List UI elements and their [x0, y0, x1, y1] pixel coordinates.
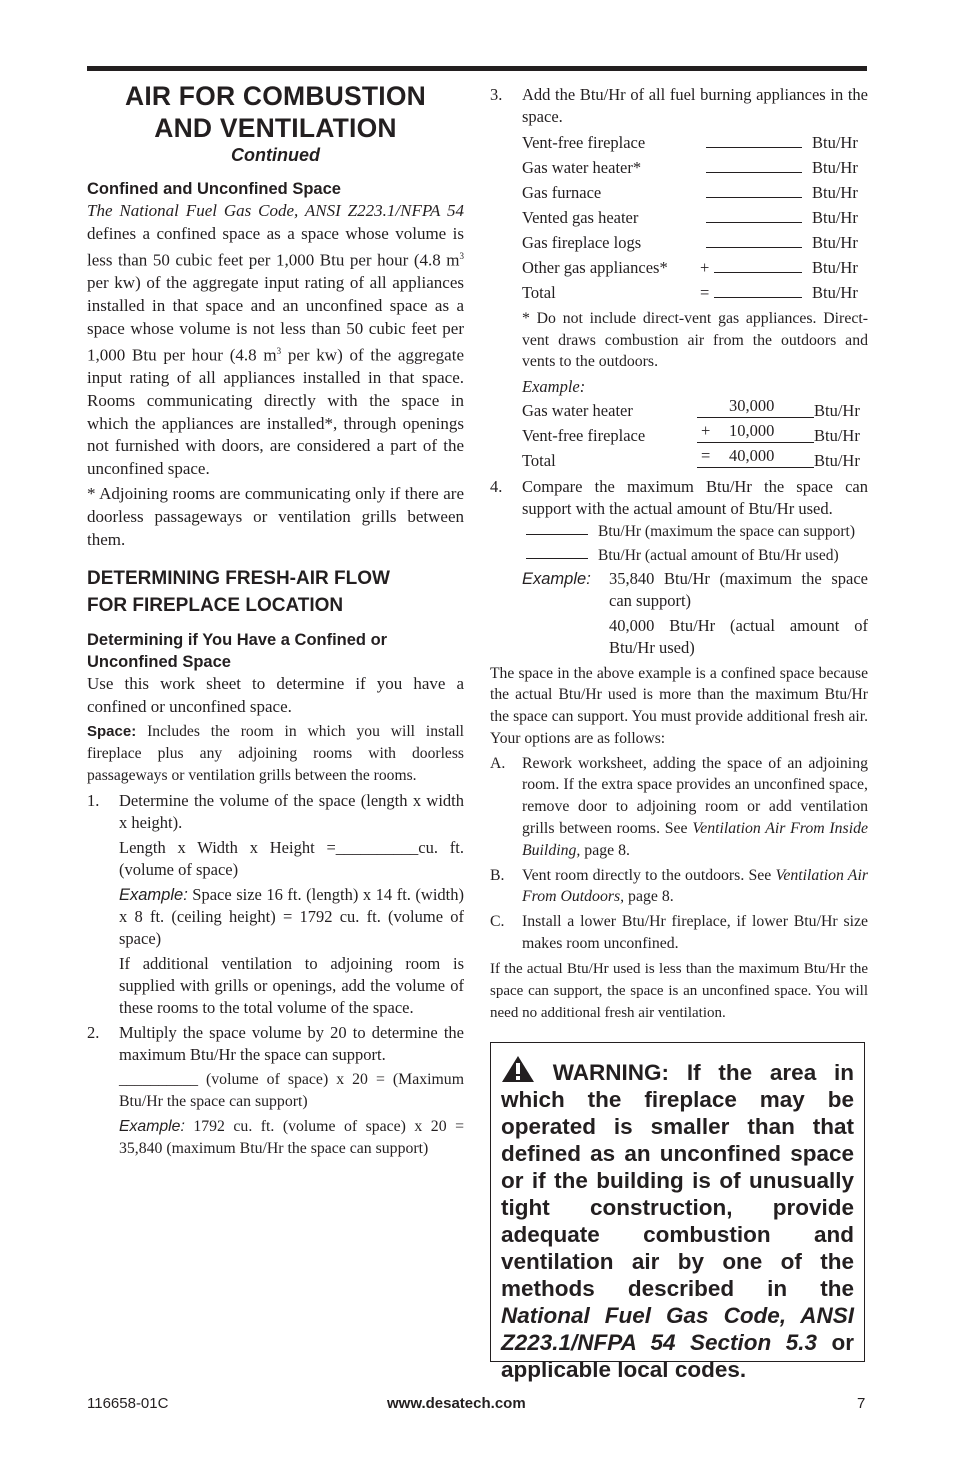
option-reference: Ventilation Air From Inside Building,	[522, 820, 868, 859]
appliance-label: Gas water heater*	[522, 158, 642, 177]
confined-conclusion: The space in the above example is a confined space because the actual Btu/Hr used is more than the maximum Btu/Hr the space can support. You must provide additional fresh air. Your options are as follows:	[490, 664, 868, 747]
operator: =	[700, 283, 710, 302]
unit-label: Btu/Hr	[812, 283, 858, 302]
btu-value: 40,000	[729, 445, 775, 465]
step-1-formula: Length x Width x Height =__________cu. ft. (volume of space)	[119, 837, 464, 879]
warning-code-reference: National Fuel Gas Code, ANSI Z223.1/NFPA 54 Section 5.3	[501, 1303, 854, 1355]
step-3: 3. Add the Btu/Hr of all fuel burning appliances in the space.	[490, 85, 868, 126]
operator: +	[700, 258, 710, 277]
example-value	[697, 395, 814, 418]
website-link[interactable]: www.desatech.com	[387, 1395, 526, 1412]
confined-heading: Confined and Unconfined Space	[87, 180, 341, 198]
top-rule	[87, 66, 867, 71]
option-item	[490, 911, 868, 955]
option-letter: A.	[490, 754, 506, 772]
worksheet-row	[490, 255, 868, 280]
step-2-example: Example: 1792 cu. ft. (volume of space) x 20 = 35,840 (maximum Btu/Hr the space can support)	[119, 1117, 464, 1157]
warning-box	[490, 1042, 865, 1382]
btu-entry-blank	[706, 180, 802, 198]
example-row	[490, 395, 868, 423]
step-2-formula: __________ (volume of space) x 20 = (Maximum Btu/Hr the space can support)	[119, 1070, 464, 1110]
step-4-example: Example: 35,840 Btu/Hr (maximum the space can support) 40,000 Btu/Hr (actual amount of Btu/Hr used)	[522, 568, 868, 657]
appliance-label: Total	[522, 283, 556, 302]
operator: +	[701, 420, 711, 440]
example-value	[697, 420, 814, 443]
appliance-label: Other gas appliances*	[522, 258, 668, 277]
btu-entry-blank	[706, 130, 802, 148]
option-text: Rework worksheet, adding the space of an adjoining room. If the extra space provides an unconfined space, remove door to adjoining room or add ventilation grills between rooms. See Ventilation Air From Inside Building, page 8.	[522, 754, 868, 859]
btu-value: 10,000	[729, 420, 775, 440]
unit-label: Btu/Hr	[814, 425, 860, 445]
step-1-note: If additional ventilation to adjoining room is supplied with grills or openings, add the volume of these rooms to the total volume of the space.	[119, 953, 464, 1017]
confined-check-subheading: Determining if You Have a Confined or Unconfined Space	[87, 631, 388, 672]
operator	[697, 398, 729, 417]
btu-entry-blank	[706, 230, 802, 248]
page-subtitle: Continued	[231, 145, 320, 165]
option-reference: Ventilation Air From Outdoors,	[522, 866, 868, 906]
appliance-label: Total	[522, 450, 556, 470]
unconfined-note: If the actual Btu/Hr used is less than the maximum Btu/Hr the space can support, the space is an unconfined space. You will need no additional fresh air ventilation.	[490, 960, 868, 1021]
step-1-example: Example: Space size 16 ft. (length) x 14 ft. (width) x 8 ft. (ceiling height) = 1792 cu. ft. (volume of space)	[119, 884, 464, 948]
option-item	[490, 753, 868, 862]
options-list	[490, 753, 868, 955]
title-line-2: AND VENTILATION	[154, 113, 397, 143]
btu-entry-blank	[714, 280, 802, 298]
appliance-label: Gas furnace	[522, 183, 602, 202]
appliance-worksheet	[490, 130, 868, 305]
btu-entry-blank	[706, 155, 802, 173]
worksheet-row	[490, 180, 868, 205]
option-letter: B.	[490, 866, 505, 884]
space-definition: Space: Includes the room in which you will install fireplace plus any adjoining rooms with doorless passageways or ventilation grills between the rooms.	[87, 723, 464, 784]
step-4: 4. Compare the maximum Btu/Hr the space can support with the actual amount of Btu/Hr used.	[490, 476, 868, 518]
step-2: 2. Multiply the space volume by 20 to determine the maximum Btu/Hr the space can support.	[87, 1022, 464, 1064]
btu-value: 30,000	[729, 395, 775, 415]
option-item	[490, 865, 868, 909]
worksheet-row	[490, 155, 868, 180]
left-column	[87, 80, 464, 1163]
operator: =	[701, 445, 711, 465]
appliance-label: Vent-free fireplace	[522, 133, 646, 152]
confined-paragraph: The National Fuel Gas Code, ANSI Z223.1/NFPA 54 defines a confined space as a space whose volume is less than 50 cubic feet per 1,000 Btu per hour (4.8 $m^3$ per kw) of the aggregate input rating of all appliances installed in that space and an unconfined space as a space whose volume is not less than 50 cubic feet per 1,000 Btu per hour (4.8 $m^3$ per kw) of the aggregate input rating of all appliances installed in that space. Rooms communicating directly with the space in which the appliances are installed*, through openings not furnished with doors, are considered a part of the unconfined space.	[87, 201, 464, 478]
step-3-note: * Do not include direct-vent gas appliances. Direct-vent draws combustion air from the outdoors and vents to the outdoors.	[522, 310, 868, 370]
worksheet-row	[490, 280, 868, 305]
worksheet-intro: Use this work sheet to determine if you have a confined or unconfined space.	[87, 674, 464, 716]
worksheet-row	[490, 130, 868, 155]
btu-entry-blank	[714, 255, 802, 273]
warning-text: WARNING: If the area in which the fireplace may be operated is smaller than that defined as an unconfined space or if the building is of unusually tight construction, provide adequate combustion and ventilation air by one of the methods described in the National Fuel Gas Code, ANSI Z223.1/NFPA 54 Section 5.3 or applicable local codes.	[501, 1055, 854, 1383]
unit-label: Btu/Hr	[812, 183, 858, 202]
btu-entry-blank	[706, 205, 802, 223]
example-row	[490, 445, 868, 473]
unit-label: Btu/Hr	[812, 233, 858, 252]
page-title	[87, 80, 464, 144]
option-text: Vent room directly to the outdoors. See Ventilation Air From Outdoors, page 8.	[522, 866, 868, 906]
unit-label: Btu/Hr	[812, 208, 858, 227]
option-text: Install a lower Btu/Hr fireplace, if lower Btu/Hr size makes room unconfined.	[522, 913, 868, 953]
warning-triangle-icon	[501, 1055, 535, 1083]
example-row	[490, 420, 868, 448]
step-3-example-label: Example:	[522, 376, 586, 396]
unit-label: Btu/Hr	[812, 158, 858, 177]
appliance-label: Vent-free fireplace	[522, 425, 646, 445]
appliance-label: Gas water heater	[522, 400, 633, 420]
page-number: 7	[857, 1395, 866, 1412]
unit-label: Btu/Hr	[814, 450, 860, 470]
unit-label: Btu/Hr	[812, 258, 858, 277]
title-line-1: AIR FOR COMBUSTION	[125, 81, 426, 111]
appliance-label: Gas fireplace logs	[522, 233, 642, 252]
appliance-example	[490, 395, 868, 473]
code-reference: The National Fuel Gas Code, ANSI Z223.1/NFPA 54	[87, 201, 464, 220]
example-value	[697, 445, 814, 468]
right-column	[490, 84, 868, 1027]
blank-line	[526, 520, 588, 535]
blank-line	[526, 544, 588, 559]
document-number: 116658-01C	[87, 1395, 169, 1412]
unit-label: Btu/Hr	[812, 133, 858, 152]
fresh-air-heading: DETERMINING FRESH-AIR FLOW FOR FIREPLACE LOCATION	[87, 568, 390, 617]
unit-label: Btu/Hr	[814, 400, 860, 420]
option-letter: C.	[490, 913, 505, 931]
adjoining-note: * Adjoining rooms are communicating only if there are doorless passageways or ventilation grills between them.	[87, 484, 464, 549]
worksheet-row	[490, 230, 868, 255]
step-4-actual-line: Btu/Hr (actual amount of Btu/Hr used)	[490, 544, 868, 568]
step-1: 1. Determine the volume of the space (length x width x height).	[87, 790, 464, 832]
worksheet-row	[490, 205, 868, 230]
step-4-max-line: Btu/Hr (maximum the space can support)	[490, 520, 868, 544]
appliance-label: Vented gas heater	[522, 208, 639, 227]
